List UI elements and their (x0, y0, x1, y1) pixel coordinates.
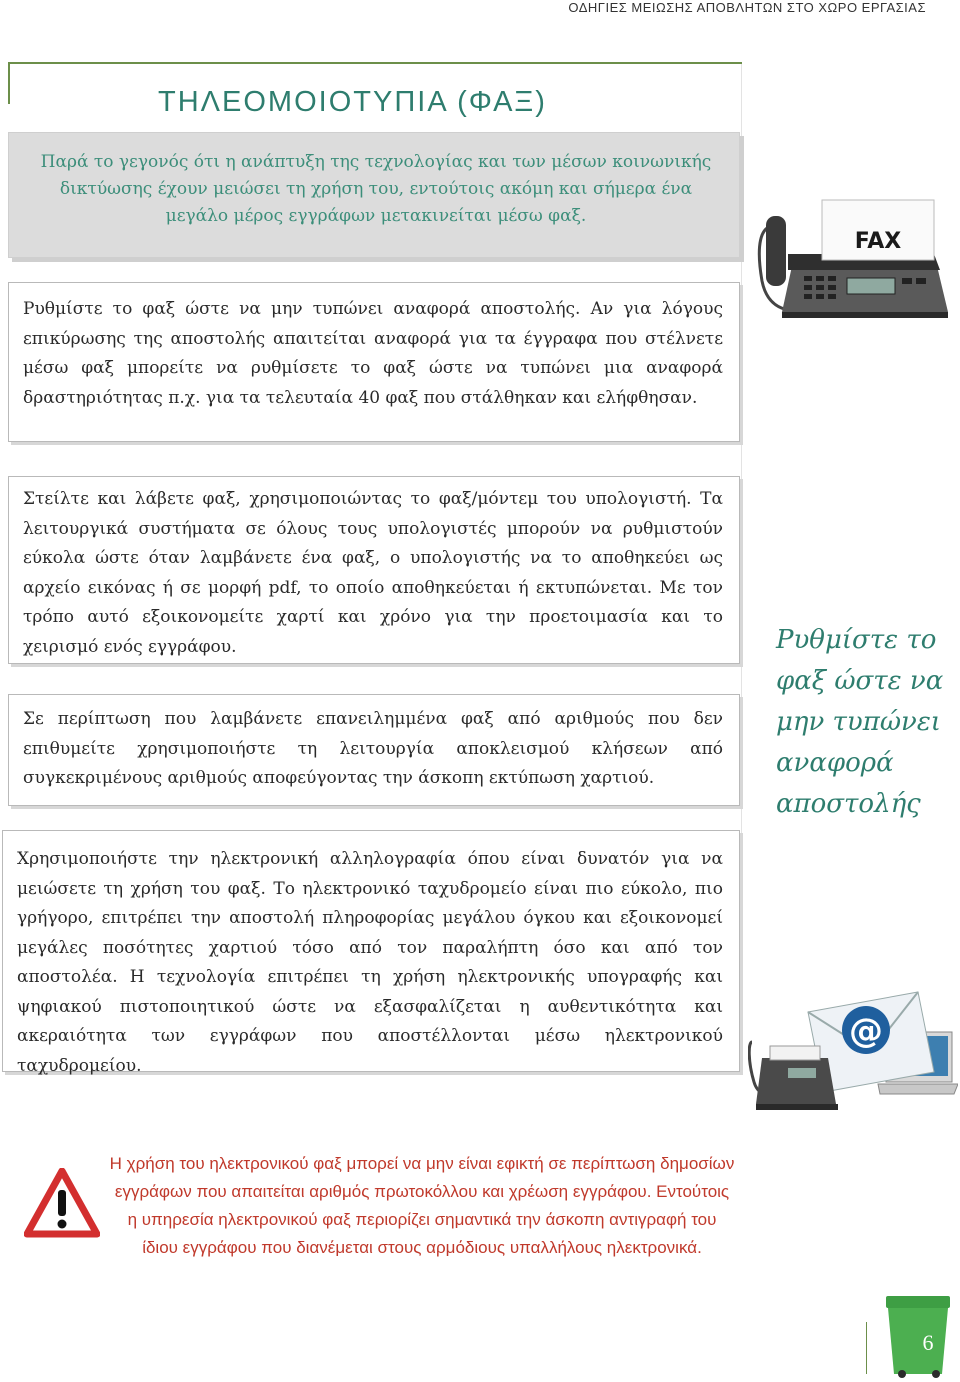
tip-box-email (2, 830, 740, 1076)
fax-label: FAX (854, 229, 902, 254)
fax-machine-icon (752, 186, 952, 336)
tip-box-call-blocking (8, 694, 740, 806)
tip-box-fax-modem (8, 476, 740, 664)
page-title: ΤΗΛΕΟΜΟΙΟΤΥΠΙΑ (ΦΑΞ) (158, 86, 547, 118)
pull-quote: Ρυθμίστε το φαξ ώστε να μην τυπώνει αναφορά αποστολής (776, 625, 944, 819)
tip-text: Σε περίπτωση που λαμβάνετε επανειλημμένα φαξ από αριθμούς που δεν επιθυμείτε χρησιμοποιήστε τη λειτουργία αποκλεισμού κλήσεων από συγκεκριμένους αριθμούς αποφεύγοντας την άσκοπη εκτύπωση χαρτιού. (23, 709, 723, 788)
tip-text: Στείλτε και λάβετε φαξ, χρησιμοποιώντας το φαξ/μόντεμ του υπολογιστή. Τα λειτουργικά συστήματα σε όλους τους υπολογιστές μπορούν να ρυθμιστούν εύκολα ώστε όταν λαμβάνετε ένα φαξ, ο υπολογιστής να το αποθηκεύει ως αρχείο εικόνας ή σε μορφή pdf, το οποίο αποθηκεύεται ή εκτυπώνεται. Με τον τρόπο αυτό εξοικονομείτε χαρτί και χρόνο για την προετοιμασία και το χειρισμό ενός εγγράφου. (23, 489, 723, 657)
intro-text: Παρά το γεγονός ότι η ανάπτυξη της τεχνολογίας και των μέσων κοινωνικής δικτύωσης έχουν μειώσει τη χρήση του, εντούτοις ακόμη και σήμερα ένα μεγάλο μέρος εγγράφων μετακινείται μέσω φαξ. (40, 152, 712, 226)
tip-box-report (8, 282, 740, 442)
email-at-symbol: @ (849, 1011, 883, 1051)
running-header: ΟΔΗΓΙΕΣ ΜΕΙΩΣΗΣ ΑΠΟΒΛΗΤΩΝ ΣΤΟ ΧΩΡΟ ΕΡΓΑΣΙΑΣ (568, 0, 926, 15)
tip-text: Χρησιμοποιήστε την ηλεκτρονική αλληλογραφία όπου είναι δυνατόν για να μειώσετε τη χρήση του φαξ. Το ηλεκτρονικό ταχυδρομείο είναι πιο εύκολο, πιο γρήγορο, επιτρέπει την αποστολή πληροφορίας μεγάλου όγκου και εξοικονομεί μεγάλες ποσότητες χαρτιού τόσο από τον παραλήπτη όσο και από τον αποστολέα. Η τεχνολογία επιτρέπει τη χρήση ηλεκτρονικής υπογραφής και ψηφιακού πιστοποιητικού ώστε να εξασφαλίζεται η αυθεντικότητα και ακεραιότητα των εγγράφων που αποστέλλονται μέσω ηλεκτρονικού ταχυδρομείου. (17, 849, 723, 1076)
intro-box (8, 132, 740, 258)
email-fax-laptop-icon (748, 972, 958, 1122)
side-rule (741, 62, 742, 962)
warning-text: Η χρήση του ηλεκτρονικού φαξ μπορεί να μην είναι εφικτή σε περίπτωση δημοσίων εγγράφων που απαιτείται αριθμός πρωτοκόλλου και χρέωση εγγράφου. Εντούτοις η υπηρεσία ηλεκτρονικού φαξ περιορίζει σημαντικά την άσκοπη αντιγραφή του ίδιου εγγράφου που διανέμεται στους αρμόδιους υπαλλήλους ηλεκτρονικά. (109, 1154, 735, 1257)
page-number: 6 (922, 1330, 934, 1355)
corner-mark (866, 1322, 867, 1374)
tip-text: Ρυθμίστε το φαξ ώστε να μην τυπώνει αναφορά αποστολής. Αν για λόγους επικύρωσης της αποστολής απαιτείται αναφορά για τα έγγραφα που στέλνετε μέσω φαξ μπορείτε να ρυθμίσετε το φαξ ώστε να τυπώνει μια αναφορά δραστηριότητας π.χ. για τα τελευταία 40 φαξ που στάλθηκαν και ελήφθησαν. (23, 299, 723, 408)
warning-triangle-icon (24, 1168, 100, 1238)
